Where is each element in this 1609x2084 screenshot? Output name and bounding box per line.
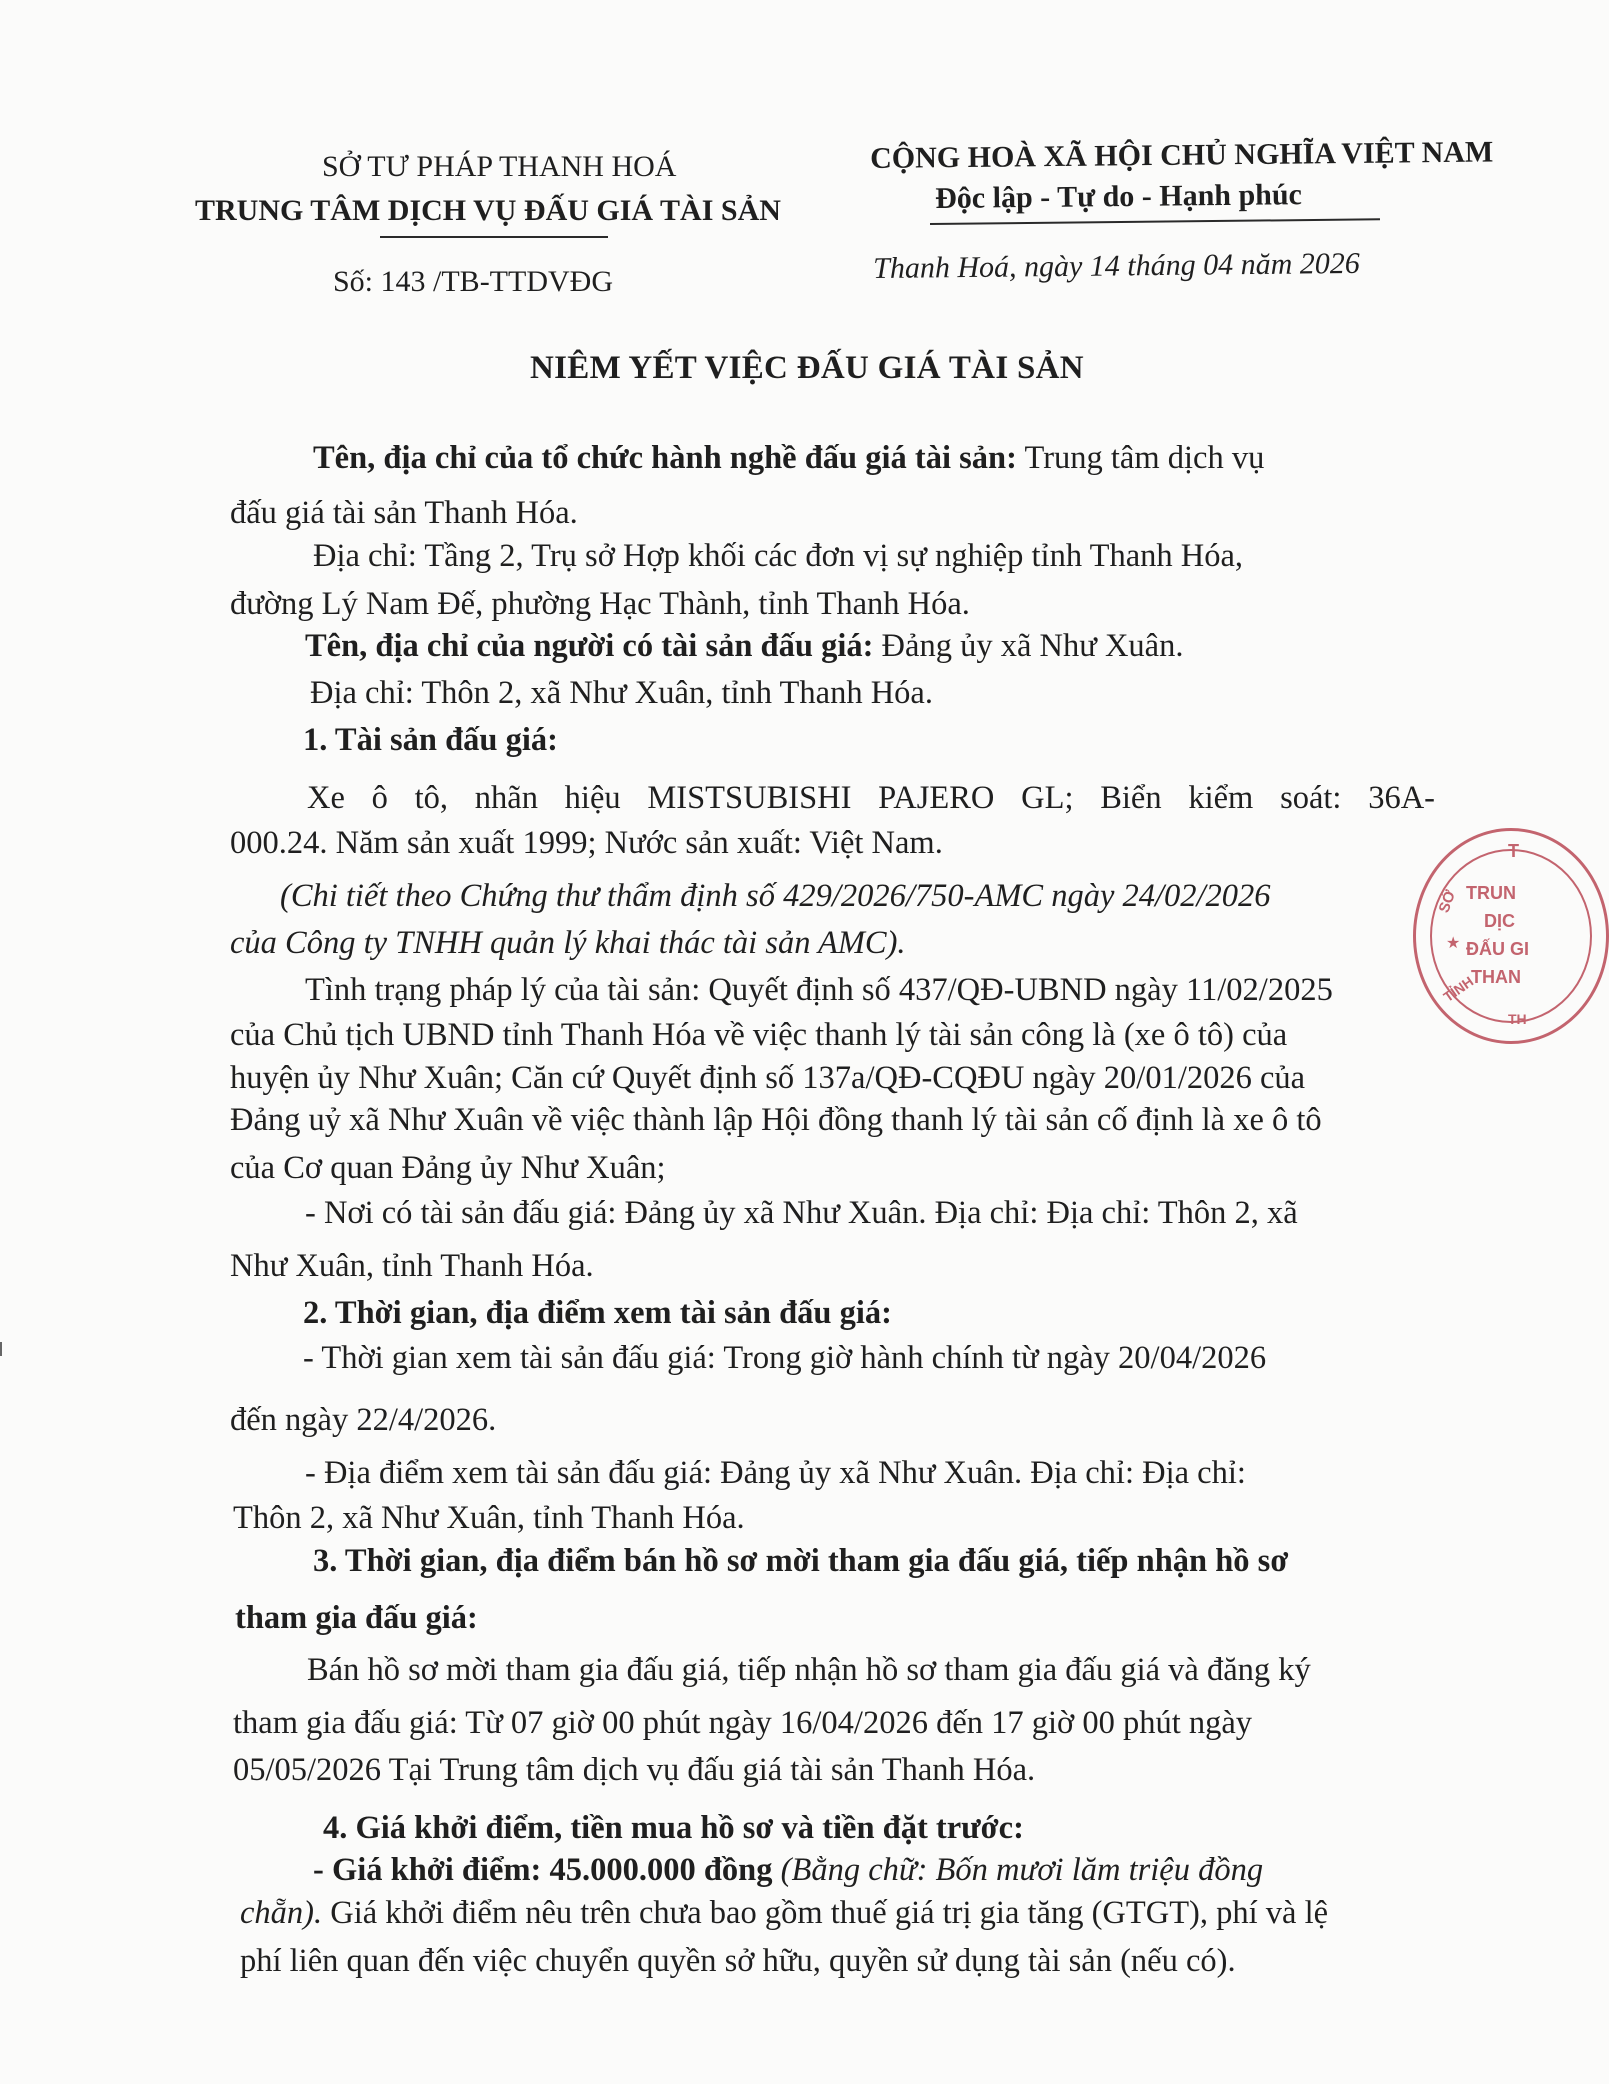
org-address-2: đường Lý Nam Đế, phường Hạc Thành, tỉnh Thanh Hóa.: [230, 586, 970, 622]
viewing-time-2: đến ngày 22/4/2026.: [230, 1402, 497, 1438]
org-address-1: Địa chỉ: Tầng 2, Trụ sở Hợp khối các đơn vị sự nghiệp tỉnh Thanh Hóa,: [313, 538, 1244, 574]
seal-ring-bottom-left: TỈNH: [1440, 973, 1477, 1005]
scan-edge-mark: [0, 1342, 2, 1356]
place-date: Thanh Hoá, ngày 14 tháng 04 năm 2026: [873, 246, 1360, 285]
seal-ring-bottom-right: TH: [1508, 1011, 1527, 1027]
viewing-time-1: - Thời gian xem tài sản đấu giá: Trong giờ hành chính từ ngày 20/04/2026: [303, 1340, 1267, 1376]
owner-label: Tên, địa chỉ của người có tài sản đấu giá:: [305, 628, 874, 664]
appraisal-line-1: (Chi tiết theo Chứng thư thẩm định số 429/2026/750-AMC ngày 24/02/2026: [280, 878, 1271, 914]
star-icon: ★: [1446, 935, 1461, 952]
asset-location-2: Như Xuân, tỉnh Thanh Hóa.: [230, 1248, 594, 1284]
seal-text-4: ĐẤU GI: [1466, 939, 1529, 959]
official-seal: [1413, 828, 1609, 1044]
seal-text-2: TRUN: [1466, 883, 1516, 903]
country-name: CỘNG HOÀ XÃ HỘI CHỦ NGHĨA VIỆT NAM: [870, 135, 1494, 175]
doc-number: Số: 143 /TB-TTDVĐG: [333, 265, 613, 298]
price-note-1: Giá khởi điểm nêu trên chưa bao gồm thuế giá trị gia tăng (GTGT), phí và lệ: [330, 1895, 1329, 1931]
seal-text-1: T: [1508, 841, 1519, 861]
agency-underline: [380, 236, 608, 238]
starting-price-words-end: chẵn).: [240, 1895, 323, 1931]
org-label: Tên, địa chỉ của tổ chức hành nghề đấu giá tài sản:: [313, 440, 1017, 476]
motto-underline: [930, 218, 1380, 225]
asset-line-1: Xe ô tô, nhãn hiệu MISTSUBISHI PAJERO GL; Biển kiểm soát: 36A-: [307, 780, 1435, 816]
dossier-text-3: 05/05/2026 Tại Trung tâm dịch vụ đấu giá tài sản Thanh Hóa.: [233, 1752, 1036, 1788]
section-1-heading: 1. Tài sản đấu giá:: [303, 722, 558, 758]
org-value: Trung tâm dịch vụ: [1024, 440, 1265, 476]
legal-line-3: huyện ủy Như Xuân; Căn cứ Quyết định số 137a/QĐ-CQĐU ngày 20/01/2026 của: [230, 1060, 1306, 1096]
starting-price-words: (Bằng chữ: Bốn mươi lăm triệu đồng: [780, 1852, 1264, 1888]
section-4-heading: 4. Giá khởi điểm, tiền mua hồ sơ và tiền đặt trước:: [323, 1810, 1024, 1846]
national-motto: Độc lập - Tự do - Hạnh phúc: [935, 178, 1303, 215]
seal-ring-left: SỞ: [1435, 887, 1460, 916]
org-line-2: đấu giá tài sản Thanh Hóa.: [230, 495, 578, 531]
org-line-1: [313, 440, 1264, 477]
asset-line-2: 000.24. Năm sản xuất 1999; Nước sản xuất: Việt Nam.: [230, 825, 943, 861]
viewing-place-1: - Địa điểm xem tài sản đấu giá: Đảng ủy xã Như Xuân. Địa chỉ: Địa chỉ:: [305, 1455, 1246, 1491]
section-3-heading-2: tham gia đấu giá:: [235, 1600, 478, 1636]
legal-line-2: của Chủ tịch UBND tỉnh Thanh Hóa về việc thanh lý tài sản công là (xe ô tô) của: [230, 1017, 1288, 1053]
legal-line-5: của Cơ quan Đảng ủy Như Xuân;: [230, 1150, 666, 1186]
owner-address: Địa chỉ: Thôn 2, xã Như Xuân, tỉnh Thanh Hóa.: [310, 675, 933, 711]
viewing-place-2: Thôn 2, xã Như Xuân, tỉnh Thanh Hóa.: [233, 1500, 745, 1536]
dossier-text-2: tham gia đấu giá: Từ 07 giờ 00 phút ngày 16/04/2026 đến 17 giờ 00 phút ngày: [233, 1705, 1253, 1741]
price-note-line-1: [240, 1895, 1328, 1932]
starting-price-label: - Giá khởi điểm: 45.000.000 đồng: [313, 1852, 773, 1888]
appraisal-line-2: của Công ty TNHH quản lý khai thác tài sản AMC).: [230, 925, 906, 961]
agency-parent: SỞ TƯ PHÁP THANH HOÁ: [322, 150, 677, 183]
asset-location-1: - Nơi có tài sản đấu giá: Đảng ủy xã Như Xuân. Địa chỉ: Địa chỉ: Thôn 2, xã: [305, 1195, 1298, 1231]
owner-value: Đảng ủy xã Như Xuân.: [881, 628, 1184, 664]
owner-line: [305, 628, 1183, 665]
legal-line-1: Tình trạng pháp lý của tài sản: Quyết định số 437/QĐ-UBND ngày 11/02/2025: [305, 972, 1333, 1008]
section-3-heading-1: 3. Thời gian, địa điểm bán hồ sơ mời tham gia đấu giá, tiếp nhận hồ sơ: [313, 1543, 1289, 1579]
legal-line-4: Đảng uỷ xã Như Xuân về việc thành lập Hội đồng thanh lý tài sản cố định là xe ô tô: [230, 1102, 1322, 1138]
dossier-text-1: Bán hồ sơ mời tham gia đấu giá, tiếp nhận hồ sơ tham gia đấu giá và đăng ký: [307, 1652, 1311, 1688]
section-2-heading: 2. Thời gian, địa điểm xem tài sản đấu giá:: [303, 1295, 892, 1331]
price-note-line-2: phí liên quan đến việc chuyển quyền sở hữu, quyền sử dụng tài sản (nếu có).: [240, 1943, 1236, 1979]
starting-price-line: [313, 1852, 1263, 1889]
seal-text-3: DỊC: [1484, 911, 1515, 931]
agency-name: TRUNG TÂM DỊCH VỤ ĐẤU GIÁ TÀI SẢN: [195, 194, 781, 227]
page-title: NIÊM YẾT VIỆC ĐẤU GIÁ TÀI SẢN: [530, 350, 1084, 386]
seal-text-5: THAN: [1471, 967, 1521, 987]
